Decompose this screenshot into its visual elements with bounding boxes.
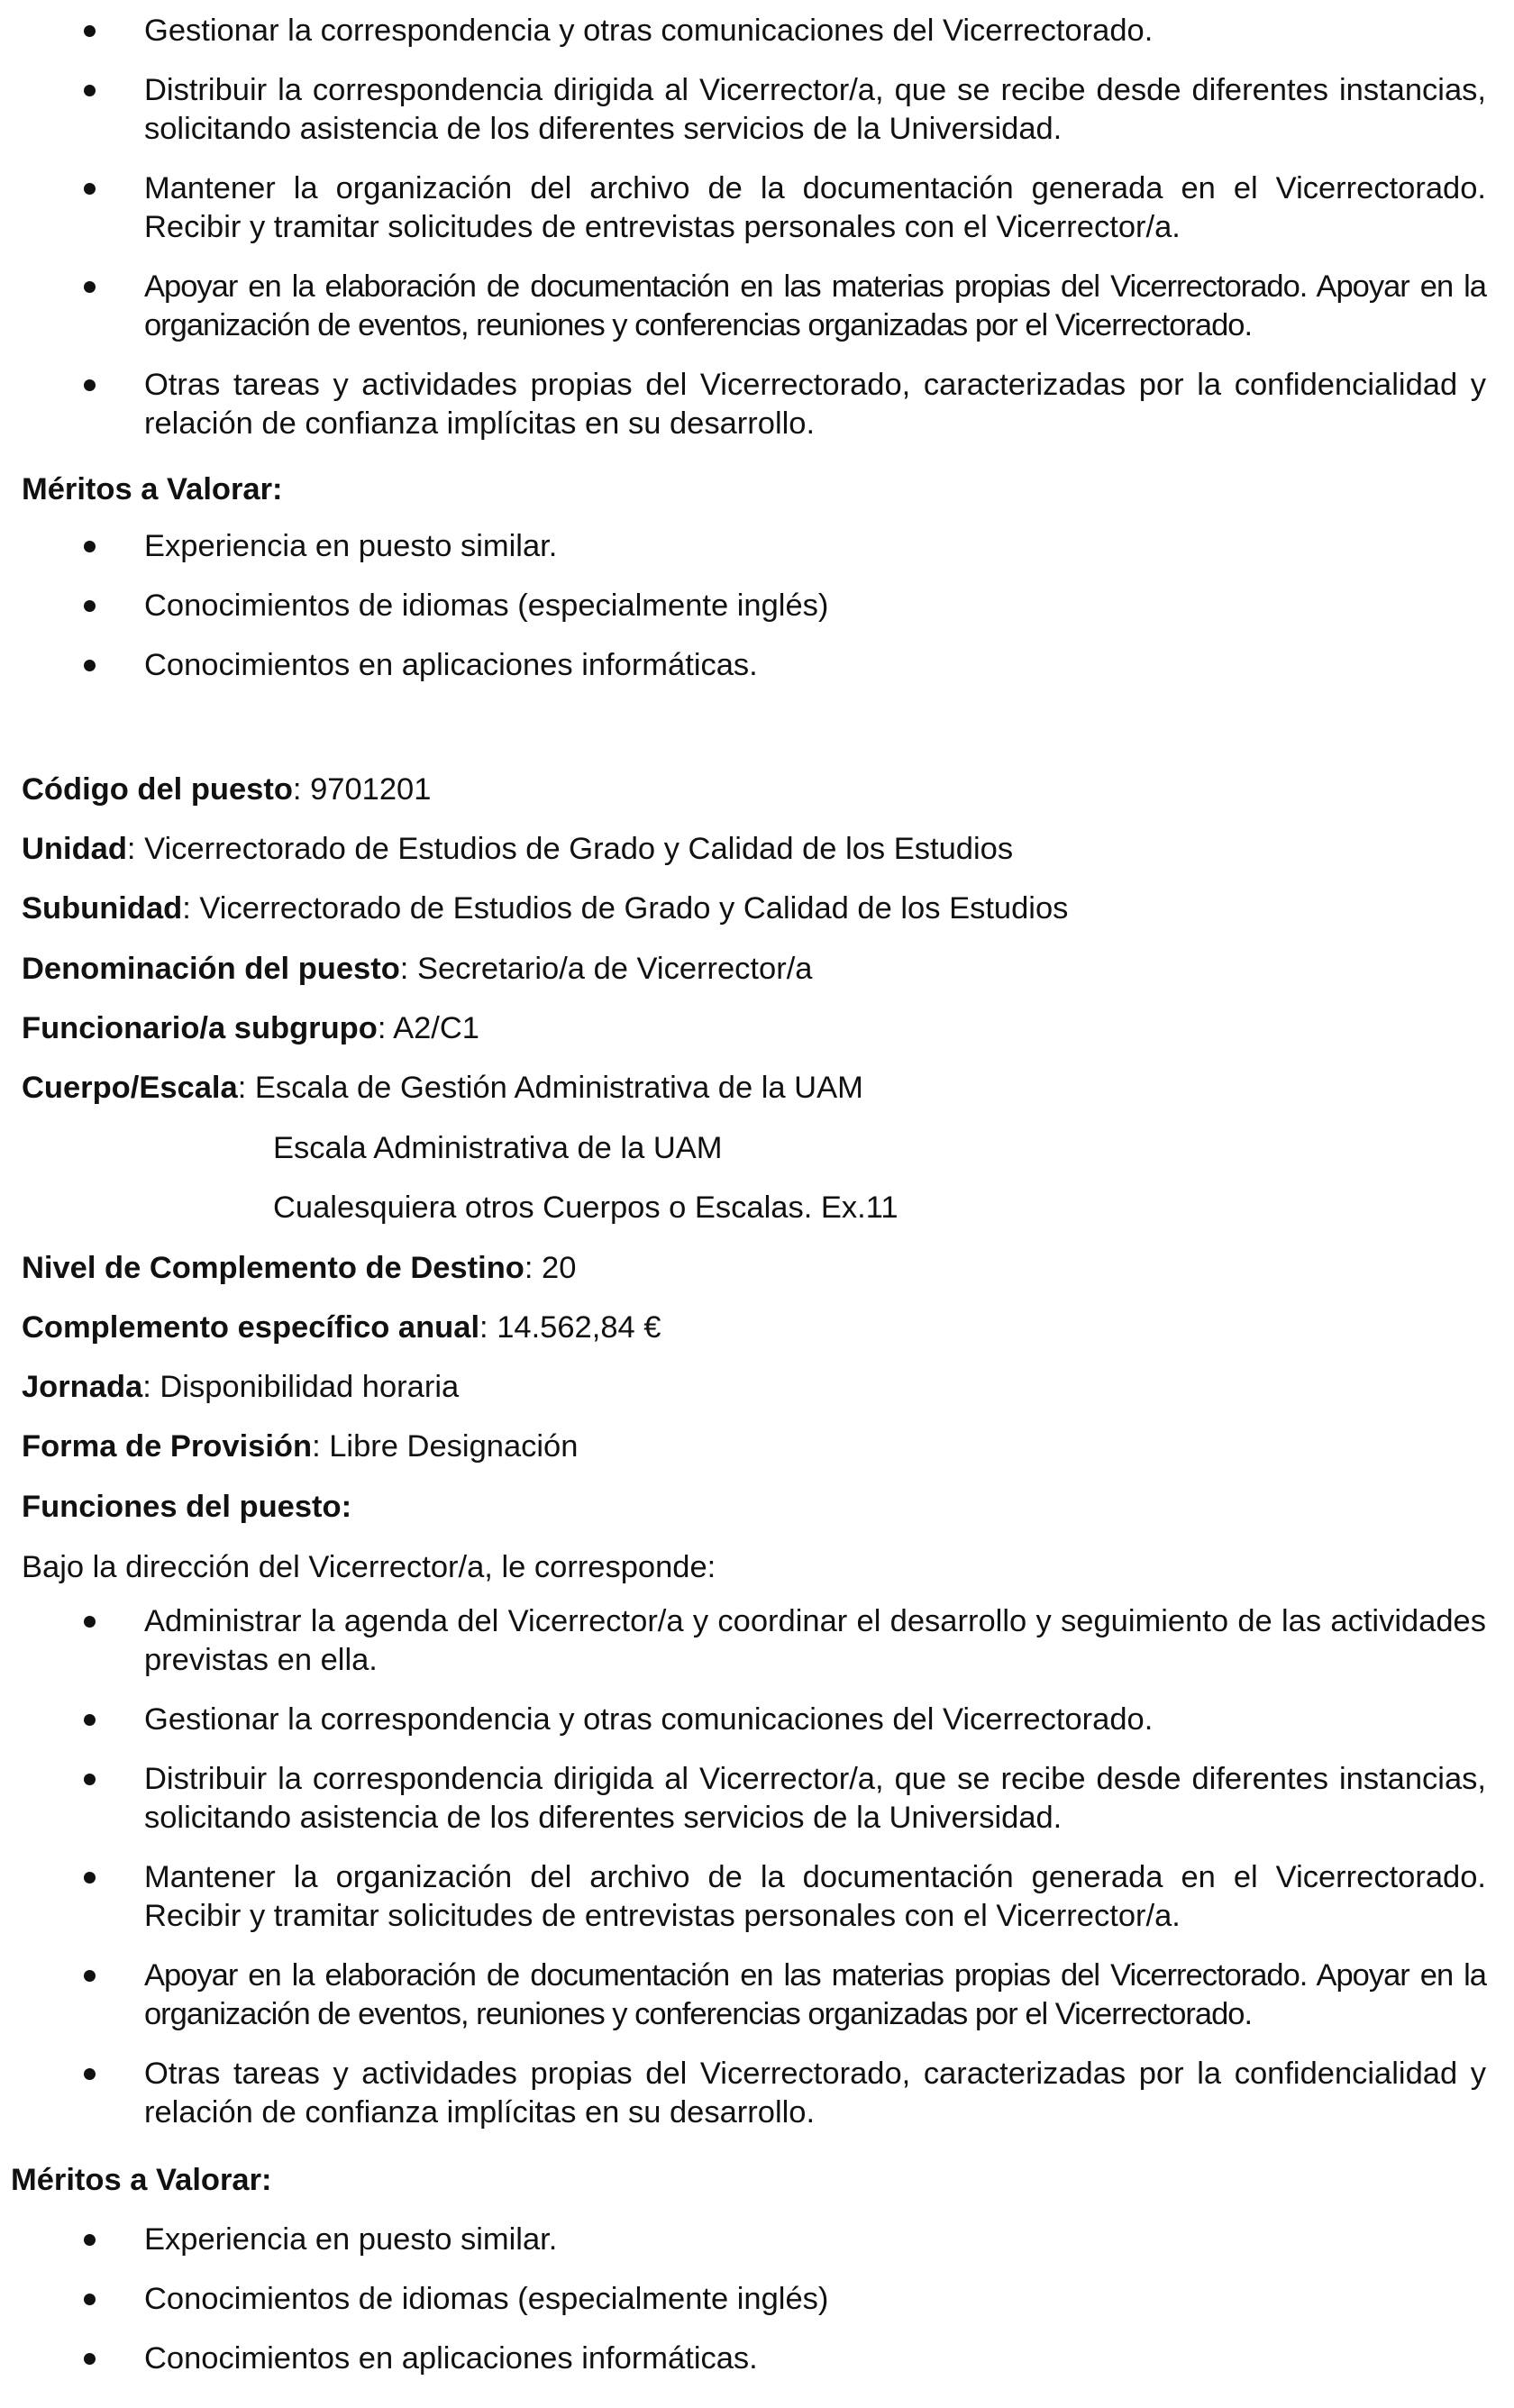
list-item — [0, 268, 1514, 345]
list-item — [0, 2221, 1514, 2259]
list-item-text: Conocimientos en aplicaciones informáticas. — [144, 648, 758, 682]
bullet-icon — [84, 85, 96, 96]
field-denominacion — [22, 950, 812, 989]
field-value: : Vicerrectorado de Estudios de Grado y Calidad de los Estudios — [182, 891, 1069, 926]
list-item — [0, 2280, 1514, 2319]
bullet-icon — [84, 1616, 96, 1628]
list-item — [0, 366, 1514, 443]
field-value: : Libre Designación — [312, 1429, 579, 1464]
bullet-icon — [84, 2068, 96, 2080]
list-item — [0, 2340, 1514, 2378]
list-item-text: Distribuir la correspondencia dirigida al Vicerrector/a, que se recibe desde diferentes instancias, solicitando asistencia de los diferentes servicios de la Universidad. — [144, 1762, 1486, 1835]
bullet-icon — [84, 25, 96, 37]
field-value: : Disponibilidad horaria — [142, 1370, 460, 1404]
field-value: : Vicerrectorado de Estudios de Grado y Calidad de los Estudios — [126, 832, 1014, 866]
field-label: Forma de Provisión — [22, 1429, 313, 1464]
funciones-intro: Bajo la dirección del Vicerrector/a, le corresponde: — [22, 1550, 716, 1584]
bullet-icon — [84, 600, 96, 612]
list-item — [0, 1602, 1514, 1680]
bullet-icon — [84, 2294, 96, 2305]
list-item-text: Otras tareas y actividades propias del Vicerrectorado, caracterizadas por la confidencialidad y relación de confianza implícitas en su desarrollo. — [144, 368, 1486, 441]
field-complemento — [22, 1309, 661, 1347]
field-label: Unidad — [22, 832, 127, 866]
bullet-icon — [84, 660, 96, 671]
list-item — [0, 2055, 1514, 2132]
field-codigo — [22, 771, 431, 809]
list-item-text: Conocimientos de idiomas (especialmente inglés) — [144, 2282, 829, 2316]
field-subunidad — [22, 889, 1068, 928]
field-label: Código del puesto — [22, 772, 293, 807]
list-item — [0, 587, 1514, 625]
field-value: : 9701201 — [292, 772, 432, 807]
list-item-text: Conocimientos en aplicaciones informáticas. — [144, 2341, 758, 2376]
position-functions-list — [0, 1602, 1514, 2132]
list-item — [0, 1858, 1514, 1936]
bullet-icon — [84, 541, 96, 552]
list-item-text: Apoyar en la elaboración de documentación en las materias propias del Vicerrectorado. Apoyar en la organización de eventos, reuniones y conferencias organizadas por el Vicerrectorado. — [144, 269, 1486, 342]
bullet-icon — [84, 1872, 96, 1884]
position-merits-list — [0, 2221, 1514, 2378]
field-label: Complemento específico anual — [22, 1310, 480, 1345]
cuerpo-extra-line: Escala Administrativa de la UAM — [273, 1131, 723, 1165]
field-label: Nivel de Complemento de Destino — [22, 1251, 524, 1285]
top-functions-list — [0, 12, 1514, 443]
list-item-text: Gestionar la correspondencia y otras comunicaciones del Vicerrectorado. — [144, 1702, 1154, 1737]
funciones-heading: Funciones del puesto: — [22, 1490, 352, 1524]
bullet-icon — [84, 1774, 96, 1785]
field-cuerpo — [22, 1069, 863, 1108]
list-item — [0, 527, 1514, 566]
cuerpo-extra-line: Cualesquiera otros Cuerpos o Escalas. Ex.11 — [273, 1190, 898, 1225]
field-value: : A2/C1 — [377, 1011, 479, 1045]
field-value: : Escala de Gestión Administrativa de la UAM — [237, 1071, 863, 1105]
field-unidad — [22, 830, 1013, 869]
bullet-icon — [84, 1970, 96, 1982]
list-item-text: Gestionar la correspondencia y otras comunicaciones del Vicerrectorado. — [144, 14, 1154, 48]
field-nivel — [22, 1249, 576, 1288]
bullet-icon — [84, 183, 96, 195]
list-item-text: Administrar la agenda del Vicerrector/a y coordinar el desarrollo y seguimiento de las actividades previstas en ella. — [144, 1604, 1486, 1677]
list-item — [0, 1760, 1514, 1838]
list-item-text: Distribuir la correspondencia dirigida al Vicerrector/a, que se recibe desde diferentes instancias, solicitando asistencia de los diferentes servicios de la Universidad. — [144, 73, 1486, 146]
list-item-text: Experiencia en puesto similar. — [144, 529, 558, 563]
field-jornada — [22, 1368, 459, 1407]
bullet-icon — [84, 2353, 96, 2365]
list-item — [0, 12, 1514, 50]
list-item — [0, 646, 1514, 685]
list-item — [0, 1957, 1514, 2034]
list-item-text: Otras tareas y actividades propias del Vicerrectorado, caracterizadas por la confidencialidad y relación de confianza implícitas en su desarrollo. — [144, 2057, 1486, 2130]
bullet-icon — [84, 281, 96, 293]
list-item — [0, 169, 1514, 247]
field-value: : 20 — [524, 1251, 577, 1285]
field-label: Jornada — [22, 1370, 143, 1404]
field-label: Funcionario/a subgrupo — [22, 1011, 378, 1045]
field-label: Denominación del puesto — [22, 952, 400, 986]
field-value: : Secretario/a de Vicerrector/a — [399, 952, 813, 986]
list-item-text: Experiencia en puesto similar. — [144, 2222, 558, 2257]
bullet-icon — [84, 1714, 96, 1726]
bullet-icon — [84, 379, 96, 391]
field-funcionario — [22, 1009, 479, 1048]
top-merits-list — [0, 527, 1514, 685]
position-merits-heading: Méritos a Valorar: — [11, 2163, 272, 2197]
list-item-text: Conocimientos de idiomas (especialmente inglés) — [144, 588, 829, 623]
list-item-text: Mantener la organización del archivo de la documentación generada en el Vicerrectorado. Recibir y tramitar solicitudes de entrevistas personales con el Vicerrector/a. — [144, 171, 1486, 244]
list-item — [0, 71, 1514, 149]
list-item-text: Mantener la organización del archivo de la documentación generada en el Vicerrectorado. Recibir y tramitar solicitudes de entrevistas personales con el Vicerrector/a. — [144, 1860, 1486, 1933]
field-value: : 14.562,84 € — [479, 1310, 661, 1345]
list-item-text: Apoyar en la elaboración de documentación en las materias propias del Vicerrectorado. Apoyar en la organización de eventos, reuniones y conferencias organizadas por el Vicerrectorado. — [144, 1958, 1486, 2031]
top-merits-heading: Méritos a Valorar: — [22, 472, 283, 506]
field-provision — [22, 1427, 578, 1466]
field-label: Subunidad — [22, 891, 183, 926]
list-item — [0, 1701, 1514, 1739]
field-label: Cuerpo/Escala — [22, 1071, 238, 1105]
bullet-icon — [84, 2234, 96, 2246]
